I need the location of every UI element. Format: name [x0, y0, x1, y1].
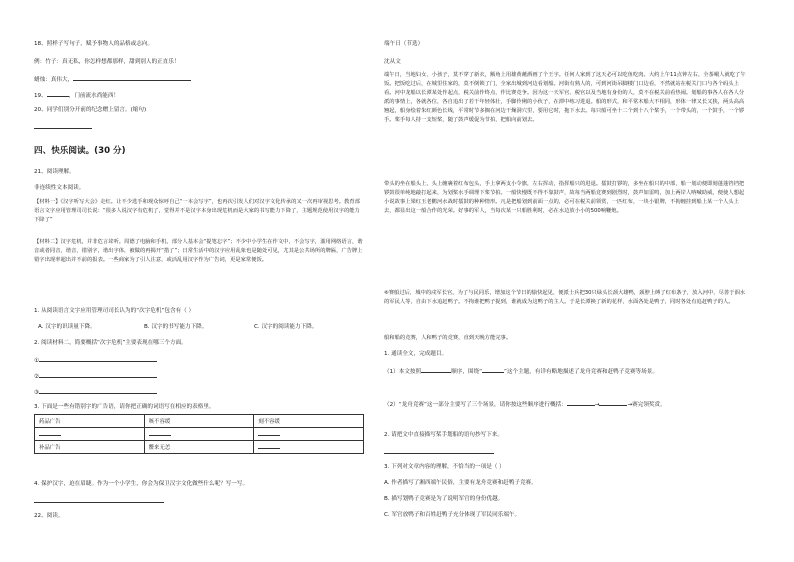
- sq2-line-2: [34, 372, 157, 381]
- passage-author: 沈从文: [384, 59, 401, 65]
- right-sq3-option-b[interactable]: B. 描写划鸭子竞赛是为了说明军官的身份优越。: [384, 496, 504, 502]
- material-2: 【材料二】汉字危机，并非危言耸听。周德了电脑和手机，部分人基本会“提笔忘字”；不少中小学生在作文中，不会写字，滥用网络语言，谐音或者同音，谐音，错别字，谐出字体，被做的再揭开“措了”；日常生活中的汉字应用乱象也是随处可见，尤其是公共场所的牌匾，广告牌上错字出现率超出并不前的报表。一些商家为了引人注意，或活乱用汉字作为广告词，更是家常便饭。: [34, 239, 363, 264]
- question-19: [34, 91, 119, 100]
- table-cell: 刻不容缓: [254, 415, 364, 428]
- text-fragment: ”这个主题，有详有略地描述了龙舟竞赛和赶鸭子竞赛等场景。: [504, 369, 658, 375]
- answer-blank[interactable]: [47, 91, 69, 97]
- right-sq2-answer: [384, 448, 494, 457]
- passage-paragraph-3: ⑥赛船过后，城中的戍军长官，为了与民同乐，增加这个节日的愉快起见，便派士兵把30只绿头长颈大雄鸭，颈脖上缚了红布条子，放入河中，尽善于泅水的军民人等，自由下水追赶鸭子。不拘谁把鸭子捉到，谁就成为这鸭子的主人。于是长潭换了新的花样，水面各处是鸭子，同时各处有追赶鸭子的人。: [384, 290, 746, 306]
- table-cell: 补品广告: [35, 441, 145, 454]
- question-18: 18、照样子写句子，赋予事物人的品格或志向。: [34, 41, 153, 47]
- table-cell[interactable]: [254, 441, 364, 454]
- sq1-option-a[interactable]: A. 汉字的识读量下降。: [38, 324, 96, 330]
- example-label: 例：: [34, 59, 46, 65]
- right-sub-question-2: 2. 请把文中直接描写桨手划船的语句抄写下来。: [384, 432, 503, 438]
- answer-blank[interactable]: [39, 372, 157, 378]
- table-cell: 咳不容缓: [144, 415, 254, 428]
- passage-paragraph-2: 带头的坐在船头上，头上缠裹着红布包头，手上拿两支小令旗，左右挥动，指挥船只的进退。擂鼓打锣的，多坐在船只的中部，船一划动便即刻蓬蓬铛铛把锣鼓很单纯地敲打起来，为划桨水手调理下桨节拍。一船快慢既不得不靠鼓声，故每当两船竞赛到剧烈时，鼓声如雷鸣，加上两岸人呐喊助威，便使人想起小说故事上梁红玉老鹳河水战时擂鼓的种种情形。凡是把船划到前面一点的，必可在税关前领赏，一匹红布，一块小银牌，不拘缠挂到船上某一个人头上去，都显出这一船合作的光荣。好事的军人，当每次某一只船胜利时，必在水边放小小的500响鞭炮。: [384, 181, 745, 215]
- sq2-line-3: [34, 388, 157, 397]
- sub-question-2: 2. 阅读材料二，简要概括“次字危机”主要表现在哪三个方面。: [34, 340, 187, 346]
- answer-blank[interactable]: [258, 431, 280, 436]
- fill-label: 蜡烛：真伟大，: [34, 77, 74, 83]
- right-sub-question-3: 3. 下列对文章内容的理解，不恰当的一项是（ ）: [384, 464, 505, 470]
- answer-blank[interactable]: [34, 497, 164, 503]
- example-text: 竹子：真无私，你怎样想都那样，甜到别人的正直乐！: [45, 59, 180, 65]
- table-cell[interactable]: [254, 428, 364, 441]
- answer-blank[interactable]: [482, 367, 504, 373]
- sub-question-3: 3. 下面是一些有错别字的广告语，请你把正确的词语写在相应的表格里。: [34, 404, 215, 410]
- table-cell[interactable]: [144, 428, 254, 441]
- answer-blank[interactable]: [258, 444, 280, 449]
- right-sq3-option-a[interactable]: A. 作者描写了湘西端午民俗，主要有龙舟竞赛和赶鸭子竞赛。: [384, 480, 537, 486]
- text-fragment: 赛完领奖赏。: [632, 402, 666, 408]
- answer-blank[interactable]: [384, 448, 494, 454]
- answer-blank[interactable]: [421, 367, 451, 373]
- table-cell[interactable]: [35, 428, 145, 441]
- answer-blank[interactable]: [73, 75, 191, 81]
- sq1-option-b[interactable]: B. 汉字的书写能力下降。: [144, 324, 208, 330]
- text-fragment: （2）“龙舟竞赛”这一部分主要写了三个场景，请你按这些顺序进行概括：: [384, 402, 567, 408]
- table-row: [35, 441, 364, 454]
- item-marker: ③: [34, 390, 40, 396]
- sq2-line-1: [34, 356, 157, 365]
- right-sq1-part-2: [384, 400, 666, 409]
- q21-number: 21、: [34, 169, 47, 175]
- table-cell: 鳖来无恙: [144, 441, 254, 454]
- material-1: 【材料一】《汉字听写大会》走红。让不少选手和观众惊呼自己“一本会写字”，也再次引发人们对汉字文化传承的又一次再审视思考。教育部语言文字应用管理司司长说：“很多人说汉字有危机了，觉得并不是汉字本身出现危机而是大家的书写能力下降了，主题规范使用汉字的能力下降了”: [34, 199, 360, 224]
- ad-correction-table: [34, 414, 364, 454]
- question-18-example: [34, 59, 179, 66]
- text-fragment: （1）本文按照: [384, 369, 422, 375]
- table-cell: 药品广告: [35, 415, 145, 428]
- q19-prefix: 19、: [34, 93, 47, 99]
- left-column: [34, 0, 364, 562]
- arrow-icon: →: [627, 402, 633, 408]
- question-22: 22、阅读。: [34, 513, 64, 519]
- sub-question-1: 1. 从阅读语言文字应用管理司司长认为的“次字危机”包含有（ ）: [34, 308, 195, 314]
- sub-question-4: 4. 保护汉字，迫在眉睫。作为一个小学生，你会为保卫汉字文化做些什么呢？写一写。: [34, 481, 249, 487]
- passage-paragraph-1: 端午日，当地妇女、小孩子，莫不穿了新衣，额角上用雄黄蘸酒画了个王字。任何人家到了这天必可以吃鱼吃肉。大约上午11点钟左右，全茶峒人就吃了午饭。把饭吃过后，在城里住家的，莫不倒锁了门，全家出城到河边看划船。河街有熟人的，可到河街吊脚楼门口边看，不然就站在税关门口与各个码头上看。河中龙船以长潭某处作起点，税关前作终点，作比赛竞争。因为这一天军官、税官以及当地有身份的人，莫不在税关前看热闹。划船的事各人在各人分派的事情上，各就各位，各自追出了若干年轻体壮，手脚伶俐的小伙子，在潭中练习进退。船的形式，和平常木船大不相同，形体一律又长又狭，两头高高翘起，船身绘着朱红颜色长线，平常时节多搁在河边干燥洞穴里，要用它时，拖下水去。每只船可坐十二个到十八个桨手，一个带头的，一个鼓手，一个锣手。桨手每人持一支短桨，随了鼓声缓促为节拍，把船向前划去。: [384, 72, 746, 124]
- table-row: [35, 428, 364, 441]
- reading-intro: 非连续性文本阅读。: [34, 185, 85, 191]
- answer-blank[interactable]: [599, 400, 627, 406]
- right-sq3-option-c[interactable]: C. 军官放鸭子和百姓赶鸭子充分体现了军民同乐端午。: [384, 512, 521, 518]
- table-row: [35, 415, 364, 428]
- q21-title: 阅读理解。: [46, 169, 75, 175]
- q19-suffix: ，门前流水尚能西！: [68, 93, 120, 99]
- answer-blank[interactable]: [39, 388, 157, 394]
- section-4-title: 四、快乐阅读。(30 分): [34, 146, 126, 156]
- sq1-option-c[interactable]: C. 汉字的阅读能力下降。: [254, 324, 318, 330]
- passage-paragraph-4: 船和船的竞赛，人和鸭子的竞赛，直到天晚方能完事。: [384, 335, 512, 341]
- question-20-answer: [34, 123, 92, 132]
- question-18-fill: [34, 75, 191, 84]
- arrow-icon: →: [594, 402, 600, 408]
- right-sq1-part-1: [384, 367, 658, 376]
- question-20: 20、同学们别分开前的纪念赠上留言。(缩句): [34, 107, 147, 113]
- answer-blank[interactable]: [34, 123, 92, 129]
- sq4-answer: [34, 497, 164, 506]
- answer-blank[interactable]: [39, 356, 157, 362]
- answer-blank[interactable]: [39, 431, 61, 436]
- right-column: [384, 0, 764, 562]
- right-sub-question-1: 1. 通读全文，完成题目。: [384, 351, 448, 357]
- answer-blank[interactable]: [149, 431, 171, 436]
- item-marker: ①: [34, 358, 40, 364]
- item-marker: ②: [34, 374, 40, 380]
- answer-blank[interactable]: [567, 400, 595, 406]
- question-21-heading: [34, 169, 75, 176]
- passage-title: 端午日（节选）: [384, 41, 424, 47]
- text-fragment: 顺序，围绕“: [451, 369, 482, 375]
